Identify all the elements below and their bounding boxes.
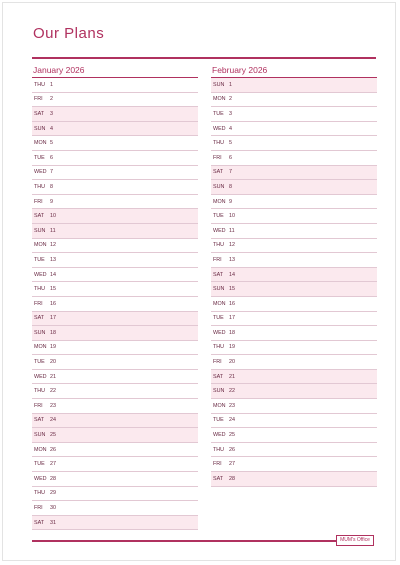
day-of-week: FRI xyxy=(34,505,43,512)
day-number: 7 xyxy=(229,169,232,176)
day-number: 3 xyxy=(50,110,53,117)
day-number: 11 xyxy=(229,227,235,234)
day-of-week: MON xyxy=(34,446,47,453)
day-row[interactable] xyxy=(32,282,198,297)
day-number: 28 xyxy=(50,475,56,482)
day-number: 14 xyxy=(50,271,56,278)
day-number: 18 xyxy=(50,329,56,336)
day-number: 24 xyxy=(50,417,56,424)
day-of-week: SAT xyxy=(34,417,45,424)
day-of-week: FRI xyxy=(213,154,222,161)
day-of-week: FRI xyxy=(213,256,222,263)
day-row[interactable] xyxy=(32,487,198,502)
day-row[interactable] xyxy=(32,224,198,239)
day-of-week: WED xyxy=(213,432,226,439)
day-number: 25 xyxy=(229,432,235,439)
day-number: 12 xyxy=(229,242,235,249)
day-row[interactable] xyxy=(211,370,377,385)
day-list xyxy=(32,78,198,530)
day-number: 5 xyxy=(50,140,53,147)
day-row[interactable] xyxy=(211,399,377,414)
day-number: 7 xyxy=(50,169,53,176)
day-row[interactable] xyxy=(32,428,198,443)
day-number: 24 xyxy=(229,417,235,424)
day-number: 16 xyxy=(229,300,235,307)
day-number: 19 xyxy=(229,344,235,351)
day-of-week: TUE xyxy=(34,359,45,366)
day-number: 10 xyxy=(50,213,56,220)
day-number: 25 xyxy=(50,432,56,439)
day-number: 22 xyxy=(50,388,56,395)
day-number: 17 xyxy=(50,315,56,322)
day-of-week: THU xyxy=(213,140,225,147)
day-of-week: FRI xyxy=(34,300,43,307)
day-row[interactable] xyxy=(211,326,377,341)
day-of-week: FRI xyxy=(34,96,43,103)
day-number: 30 xyxy=(50,505,56,512)
day-of-week: TUE xyxy=(34,256,45,263)
day-row[interactable] xyxy=(211,428,377,443)
day-of-week: SUN xyxy=(213,286,225,293)
day-row[interactable] xyxy=(32,472,198,487)
day-number: 12 xyxy=(50,242,56,249)
day-row[interactable] xyxy=(211,239,377,254)
day-row[interactable] xyxy=(32,297,198,312)
day-of-week: FRI xyxy=(34,198,43,205)
day-of-week: WED xyxy=(34,475,47,482)
day-row[interactable] xyxy=(211,268,377,283)
day-of-week: SAT xyxy=(213,475,224,482)
day-row[interactable] xyxy=(32,501,198,516)
day-number: 23 xyxy=(229,402,235,409)
day-row[interactable] xyxy=(32,384,198,399)
day-row[interactable] xyxy=(211,195,377,210)
day-of-week: THU xyxy=(34,490,46,497)
day-of-week: WED xyxy=(213,329,226,336)
day-of-week: MON xyxy=(213,300,226,307)
day-row[interactable] xyxy=(211,151,377,166)
day-of-week: MON xyxy=(34,242,47,249)
day-number: 9 xyxy=(229,198,232,205)
day-of-week: TUE xyxy=(213,213,224,220)
day-row[interactable] xyxy=(211,107,377,122)
day-of-week: SAT xyxy=(34,315,45,322)
day-of-week: MON xyxy=(213,402,226,409)
day-of-week: SUN xyxy=(213,388,225,395)
day-list xyxy=(211,78,377,487)
day-number: 15 xyxy=(50,286,56,293)
day-number: 27 xyxy=(50,461,56,468)
day-row[interactable] xyxy=(211,122,377,137)
day-number: 19 xyxy=(50,344,56,351)
day-number: 13 xyxy=(50,256,56,263)
page-title: Our Plans xyxy=(33,25,105,42)
day-number: 1 xyxy=(50,81,53,88)
day-number: 11 xyxy=(50,227,56,234)
day-row[interactable] xyxy=(32,312,198,327)
day-row[interactable] xyxy=(32,93,198,108)
day-number: 18 xyxy=(229,329,235,336)
day-row[interactable] xyxy=(32,399,198,414)
day-row[interactable] xyxy=(32,457,198,472)
day-of-week: THU xyxy=(34,388,46,395)
day-of-week: SAT xyxy=(34,110,45,117)
day-number: 3 xyxy=(229,110,232,117)
day-row[interactable] xyxy=(32,341,198,356)
day-number: 23 xyxy=(50,402,56,409)
day-number: 20 xyxy=(50,359,56,366)
day-row[interactable] xyxy=(32,180,198,195)
day-row[interactable] xyxy=(211,341,377,356)
day-of-week: MON xyxy=(34,344,47,351)
day-of-week: MON xyxy=(34,140,47,147)
month-column-february xyxy=(211,64,377,487)
day-row[interactable] xyxy=(211,136,377,151)
day-of-week: FRI xyxy=(213,461,222,468)
day-of-week: THU xyxy=(34,286,46,293)
day-row[interactable] xyxy=(211,224,377,239)
day-row[interactable] xyxy=(211,384,377,399)
month-heading: January 2026 xyxy=(32,64,198,78)
day-number: 31 xyxy=(50,519,56,526)
day-number: 1 xyxy=(229,81,232,88)
day-number: 27 xyxy=(229,461,235,468)
day-number: 20 xyxy=(229,359,235,366)
day-of-week: TUE xyxy=(213,110,224,117)
day-number: 9 xyxy=(50,198,53,205)
day-row[interactable] xyxy=(32,355,198,370)
day-row[interactable] xyxy=(211,443,377,458)
title-divider xyxy=(32,57,376,59)
day-number: 4 xyxy=(229,125,232,132)
day-number: 6 xyxy=(229,154,232,161)
day-number: 28 xyxy=(229,475,235,482)
day-number: 21 xyxy=(50,373,56,380)
day-of-week: SAT xyxy=(213,373,224,380)
day-row[interactable] xyxy=(32,326,198,341)
day-of-week: SUN xyxy=(213,183,225,190)
day-row[interactable] xyxy=(32,239,198,254)
day-number: 17 xyxy=(229,315,235,322)
footer-divider xyxy=(32,540,337,542)
day-row[interactable] xyxy=(32,443,198,458)
day-of-week: TUE xyxy=(34,154,45,161)
day-row[interactable] xyxy=(32,268,198,283)
day-of-week: SAT xyxy=(34,519,45,526)
day-number: 2 xyxy=(50,96,53,103)
day-of-week: THU xyxy=(213,344,225,351)
day-number: 21 xyxy=(229,373,235,380)
day-of-week: WED xyxy=(213,227,226,234)
day-row[interactable] xyxy=(32,195,198,210)
day-of-week: SAT xyxy=(213,271,224,278)
day-row[interactable] xyxy=(211,472,377,487)
day-number: 4 xyxy=(50,125,53,132)
day-of-week: MON xyxy=(213,198,226,205)
month-column-january xyxy=(32,64,198,530)
day-row[interactable] xyxy=(32,414,198,429)
day-number: 26 xyxy=(229,446,235,453)
day-row[interactable] xyxy=(32,209,198,224)
day-of-week: SUN xyxy=(213,81,225,88)
day-number: 26 xyxy=(50,446,56,453)
day-row[interactable] xyxy=(32,107,198,122)
day-row[interactable] xyxy=(211,180,377,195)
brand-label: MUM's Office xyxy=(336,535,374,546)
day-number: 15 xyxy=(229,286,235,293)
day-of-week: FRI xyxy=(34,402,43,409)
day-of-week: SUN xyxy=(34,329,46,336)
day-number: 14 xyxy=(229,271,235,278)
day-of-week: TUE xyxy=(213,417,224,424)
day-row[interactable] xyxy=(211,282,377,297)
day-row[interactable] xyxy=(211,209,377,224)
day-of-week: MON xyxy=(213,96,226,103)
day-row[interactable] xyxy=(211,355,377,370)
day-of-week: SAT xyxy=(34,213,45,220)
day-number: 8 xyxy=(50,183,53,190)
day-row[interactable] xyxy=(32,370,198,385)
day-number: 13 xyxy=(229,256,235,263)
day-of-week: THU xyxy=(34,183,46,190)
day-number: 6 xyxy=(50,154,53,161)
day-number: 29 xyxy=(50,490,56,497)
day-of-week: WED xyxy=(34,373,47,380)
planner-page xyxy=(2,2,396,561)
day-row[interactable] xyxy=(211,457,377,472)
day-number: 10 xyxy=(229,213,235,220)
day-row[interactable] xyxy=(32,516,198,531)
day-row[interactable] xyxy=(32,122,198,137)
day-number: 5 xyxy=(229,140,232,147)
day-of-week: WED xyxy=(213,125,226,132)
day-number: 8 xyxy=(229,183,232,190)
day-number: 22 xyxy=(229,388,235,395)
day-of-week: TUE xyxy=(34,461,45,468)
day-of-week: WED xyxy=(34,169,47,176)
day-of-week: THU xyxy=(213,242,225,249)
day-row[interactable] xyxy=(211,414,377,429)
day-of-week: TUE xyxy=(213,315,224,322)
day-row[interactable] xyxy=(211,93,377,108)
day-of-week: SUN xyxy=(34,432,46,439)
day-row[interactable] xyxy=(211,78,377,93)
day-row[interactable] xyxy=(211,253,377,268)
day-row[interactable] xyxy=(211,297,377,312)
day-of-week: THU xyxy=(213,446,225,453)
day-row[interactable] xyxy=(211,166,377,181)
day-row[interactable] xyxy=(32,253,198,268)
day-of-week: SUN xyxy=(34,227,46,234)
day-row[interactable] xyxy=(32,78,198,93)
day-number: 2 xyxy=(229,96,232,103)
month-heading: February 2026 xyxy=(211,64,377,78)
day-of-week: SAT xyxy=(213,169,224,176)
day-row[interactable] xyxy=(32,136,198,151)
day-row[interactable] xyxy=(32,151,198,166)
day-number: 16 xyxy=(50,300,56,307)
day-of-week: WED xyxy=(34,271,47,278)
day-of-week: SUN xyxy=(34,125,46,132)
day-of-week: THU xyxy=(34,81,46,88)
day-of-week: FRI xyxy=(213,359,222,366)
day-row[interactable] xyxy=(32,166,198,181)
day-row[interactable] xyxy=(211,312,377,327)
